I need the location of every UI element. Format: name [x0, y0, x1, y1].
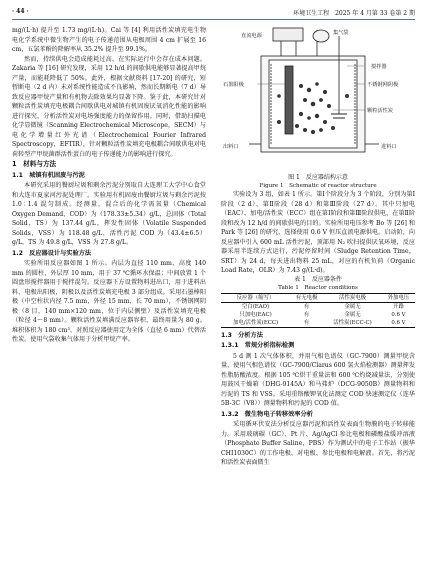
label-outlet: 出料口 — [223, 144, 239, 150]
page-number: · 44 · — [12, 8, 29, 15]
right-column — [221, 26, 415, 468]
table-cell: 有 — [290, 319, 323, 328]
label-carbon: 颗粒活性炭 — [367, 108, 393, 114]
table-row — [221, 319, 415, 328]
label-cathode: 不锈钢网阴极 — [367, 82, 399, 88]
running-header — [12, 8, 415, 20]
paragraph-continuation: mg/(L·h) 提升至 1.73 mg/(L·h)。Cai 等 [4] 利用活性炭填充电生物电化学系统中微生物产生的电子传递范围从电极周围 4 cm 扩展至 16 cm，五氯苯酚的降解率从 35.2% 提升至 99.1%。 — [12, 27, 206, 53]
header-rule — [12, 19, 415, 20]
reactor-figure — [221, 26, 415, 172]
table-title-en: Table 1 Reactor conditions — [278, 284, 358, 291]
table-header-cell: 外加电压 — [382, 293, 415, 302]
table-cell: 活性炭(ECC-C) — [323, 319, 382, 328]
table-cell: 金属无 — [344, 303, 361, 310]
table-cell: 有 — [303, 303, 310, 310]
label-stirrer: 搅拌器 — [371, 64, 387, 70]
table-header-cell: 反应器（缩写） — [221, 293, 290, 302]
table-cell: 开路 — [393, 303, 404, 310]
paragraph-electron: 采用循环伏安法分析反应器污泥和活性炭表面生物膜的电子转移能力。采用玻璃碳（GC）、Pt 片、Ag/AgCl 参比电极和磷酸盐缓冲溶液（Phosphate Buffer Saline，PBS）作为测试中的电子工作站（振华 CHI1030C）的工作电极、对电极、参比电极和电解液。首先，将污泥和活性炭表面微生 — [221, 421, 415, 466]
table-cell: 空白(EAO) — [241, 303, 270, 310]
subsection-heading-analysis: 1.3 分析方法 — [221, 331, 263, 339]
subsection-heading-waste: 1.1 城镇有机固废与污泥 — [12, 171, 85, 179]
subsection-heading-electron: 1.3.2 微生物电子转移效率分析 — [221, 410, 313, 418]
table-header-cell: 活性炭电极 — [323, 293, 382, 302]
paragraph-waste: 本研究采用的餐厨垃圾和剩余污泥分别取自大连理工大学中心食堂和大连市夏家河污泥处理厂。实验用有机固废由餐厨垃圾与剩余污泥按 1.0∶1.4 混匀制成。经测量，混合后的化学需氧量（Chemical Oxygen Demand，COD）为（178.33±5.34）g/L，总固体（Total Solid，TS）为 137.44 g/L，挥发性固体（Volatile Suspended Solids，VSS）为 118.48 g/L，活性污泥 COD 为（43.4±6.5）g/L，TS 为 49.8 g/L，VSS 为 27.8 g/L。 — [12, 182, 206, 246]
table-cell: 有 — [303, 311, 310, 318]
table-cell: 0.6 V — [382, 319, 415, 328]
label-gas-bag: 集气袋 — [333, 30, 349, 36]
table-title-cn: 表 1 反应器条件 — [294, 275, 342, 283]
paragraph-groups: 实验设为 3 组，如表 1 所示。第Ⅰ个阶段分为 3 个阶段，分别为第Ⅰ阶段（2 d）、第Ⅱ阶段（28 d）和第Ⅲ阶段（27 d）。其中只加电（EAC）、加电/活性炭（ECC）组在第Ⅰ阶段和第Ⅲ阶段供电，在第Ⅱ阶段和改为 12 h/d 的间歇供电的目的。实验所用电压参考 Bo 等 [26] 和 Park 等 [26] 的研究，选择使用 0.6 V 恒压直流电源供电。启动阶，向反应器中引入 600 mL 活性污泥，顶部用 N₂ 吹扫提供厌氧环境，反应器采用半连续方式运行，污泥停留时间（Sludge Retention Time，SRT）为 24 d，每天进出物料 25 mL，对应的有机负荷（Organic Load Rate，OLR）为 7.43 g/(L·d)。 — [221, 191, 415, 274]
label-power: 直流电源 — [241, 33, 262, 39]
table-cell: 金属无 — [344, 311, 361, 318]
section-heading-materials: 1 材料与方法 — [12, 160, 57, 168]
figure-caption-cn: 图 1 反应器结构示意 — [288, 174, 348, 181]
graphite-anode-rod — [285, 66, 293, 134]
power-supply-box — [273, 28, 303, 41]
table-cell: 加电/活性炭(ECC) — [221, 319, 290, 328]
table-row — [221, 311, 415, 319]
table-header-cell: 有无电极 — [290, 293, 323, 302]
left-column — [12, 26, 206, 345]
figure-caption-en: Figure 1 Schematic of reactor structure — [259, 183, 377, 189]
reactor-diagram — [221, 26, 415, 172]
journal-info: 环境卫生工程 2025 年 4 月第 33 卷第 2 期 — [293, 10, 415, 17]
table-row — [221, 302, 415, 311]
table-header-row — [221, 293, 415, 302]
paragraph-routine: 5 d 测 1 次气体体积，并用气相色谱仪（GC-7900）测量甲烷含量，使用气相色谱仪（GC-7900/Clarus 600 氢火焰检测器）测量挥发性脂肪酸浓度。根据 105 ℃烘干重量法和 600 ℃灼烧减量法，分别使用鼓风干燥箱（DHG-9145A）和马弗炉（DCG-9050B）测量物料和污泥的 TS 和 VSS。采用重铬酸钾氧化法测定 COD 快速测定仪（连华 5B-3C（V8））测量物料和污泥的 COD 值。 — [221, 352, 415, 407]
subsection-heading-routine: 1.3.1 常规分析指标检测 — [221, 342, 295, 349]
paragraph-reactor: 实验所用反应器如图 1 所示。内层为直径 110 mm、高度 140 mm 的圆柱，外层厚 10 mm，用于 37 ℃循环水保温；中间放置 1 个圆盘形搅拌器用于搅拌混匀。反应器下方设置物料进出口，用于进料出料、电极出阳极，阴极以及活性炭填充电极 3 部分组成。采用石墨棒阳极（中空柱状内径 7.5 mm，外径 15 mm，长 70 mm），不锈钢网阴极（8 目，140 mm×120 mm，位于内层侧壁）及活性炭填充电极（粒径 4～8 mm）。颗粒活性炭填满反应器容积，最终用量为 80 g。堆积体积为 180 cm³，对照反应器使用定为全体（直径 6 mm）代替活性炭。使用气袋收集气体用于分析甲烷产率。 — [12, 260, 206, 343]
reactor-conditions-table — [221, 293, 415, 328]
table-cell: 0.6 V — [391, 311, 406, 318]
label-anode: 石墨阳极 — [223, 82, 244, 88]
label-inlet: 进料口 — [381, 144, 397, 150]
table-cell: 只加电(EAC) — [239, 311, 272, 318]
paragraph-intro: 然而，持续供电会造成能耗过高，在实际运行中会存在成本问题。Zakaria 等 [16] 研究发现，采用 12 h/d 的间歇供电能够显著提高甲烷产量，而能耗降低了 50%。此外，根据文献资料 [17-20] 的研究，短暂断电（2 d 内）未对系统性能造成不良影响，然而长期断电（7 d）导致反应器甲烷产量和有机物去除效果均显著下降。鉴于此，本研究针对颗粒活性炭填充电极耦合间歇供电对城镇有机固废厌氧消化性能的影响进行探究，分析活性炭对电场强度能力的保留作用。同时，借助扫描电化学显微镜（Scanning Electrochemical Microscope，SECM）与电化学增量红外光谱（Electrochemical Fourier Infrared Spectroscopy，EFTIR），针对颗粒活性炭填充电极耦合间歇供电对电荷转型产甲烷菌群活性蛋白的电子传递能力的影响进行探究。 — [12, 55, 206, 158]
gas-bag — [313, 30, 329, 42]
subsection-heading-reactor: 1.2 反应器设计与实验方法 — [12, 249, 92, 257]
